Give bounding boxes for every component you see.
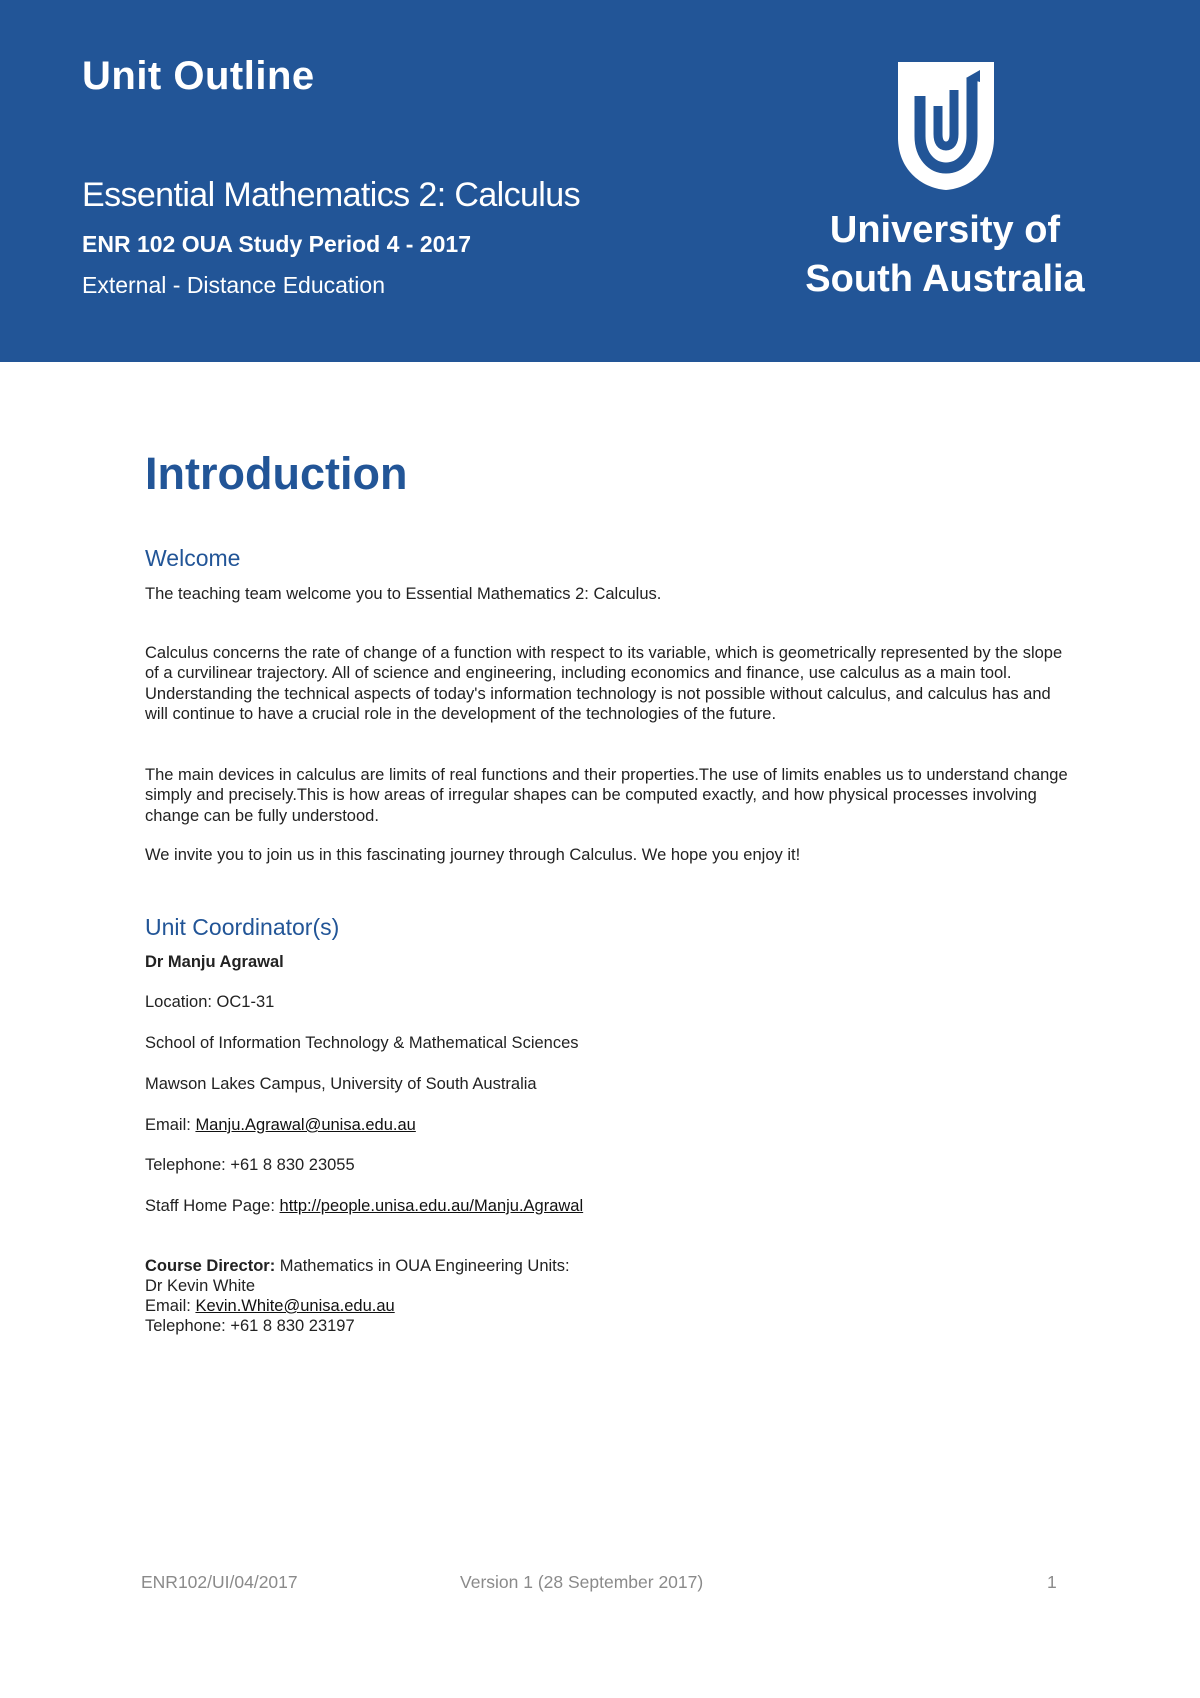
coordinator-email-row — [145, 1116, 416, 1135]
footer-doc-id: ENR102/UI/04/2017 — [141, 1572, 298, 1592]
header-banner — [0, 0, 1200, 362]
coordinator-name: Dr Manju Agrawal — [145, 953, 284, 971]
footer-version: Version 1 (28 September 2017) — [460, 1572, 704, 1592]
coordinator-campus: Mawson Lakes Campus, University of South Australia — [145, 1075, 537, 1093]
university-wordmark — [780, 206, 1110, 304]
coordinator-email-label: Email: — [145, 1116, 191, 1134]
coordinator-telephone: Telephone: +61 8 830 23055 — [145, 1156, 355, 1174]
welcome-paragraph-1: The teaching team welcome you to Essential Mathematics 2: Calculus. — [145, 585, 662, 603]
coordinator-email-link[interactable]: Manju.Agrawal@unisa.edu.au — [195, 1116, 416, 1134]
coordinator-homepage-link[interactable]: http://people.unisa.edu.au/Manju.Agrawal — [279, 1197, 584, 1215]
welcome-paragraph-2: Calculus concerns the rate of change of a function with respect to its variable, which is geometrically represented by the slope of a curvilinear trajectory. All of science and engineering, including economics and finance, use calculus as a main tool. Understanding the technical aspects of today's information technology is not possible without calculus, and calculus has and will continue to have a crucial role in the development of the technologies of the future. — [145, 644, 1063, 724]
welcome-paragraph-4: We invite you to join us in this fascinating journey through Calculus. We hope you enjoy it! — [145, 846, 801, 864]
course-director-email-label: Email: — [145, 1297, 191, 1315]
course-director-email-row — [145, 1297, 395, 1316]
course-director-telephone: Telephone: +61 8 830 23197 — [145, 1317, 355, 1335]
university-line-2: South Australia — [805, 258, 1085, 300]
course-name: Essential Mathematics 2: Calculus — [82, 176, 580, 214]
delivery-mode: External - Distance Education — [82, 272, 385, 298]
course-director-role: Mathematics in OUA Engineering Units: — [279, 1257, 570, 1275]
course-director-email-link[interactable]: Kevin.White@unisa.edu.au — [195, 1297, 395, 1315]
introduction-heading: Introduction — [145, 448, 408, 499]
footer-page-number: 1 — [1047, 1572, 1057, 1592]
coordinator-homepage-row — [145, 1197, 583, 1216]
welcome-paragraph-3: The main devices in calculus are limits of real functions and their properties.The use of limits enables us to understand change simply and precisely.This is how areas of irregular shapes can be computed exactly, and how physical processes involving change can be fully understood. — [145, 766, 1068, 825]
coordinator-heading: Unit Coordinator(s) — [145, 914, 340, 940]
university-shield-logo — [896, 60, 996, 192]
course-code: ENR 102 OUA Study Period 4 - 2017 — [82, 231, 472, 257]
coordinator-location: Location: OC1-31 — [145, 993, 275, 1011]
document-title: Unit Outline — [82, 54, 315, 98]
welcome-heading: Welcome — [145, 545, 241, 571]
coordinator-homepage-label: Staff Home Page: — [145, 1197, 275, 1215]
course-director-name: Dr Kevin White — [145, 1277, 256, 1295]
university-line-1: University of — [829, 209, 1061, 251]
course-director-label: Course Director: — [145, 1257, 276, 1275]
course-director-row — [145, 1257, 570, 1276]
coordinator-school: School of Information Technology & Mathematical Sciences — [145, 1034, 579, 1052]
